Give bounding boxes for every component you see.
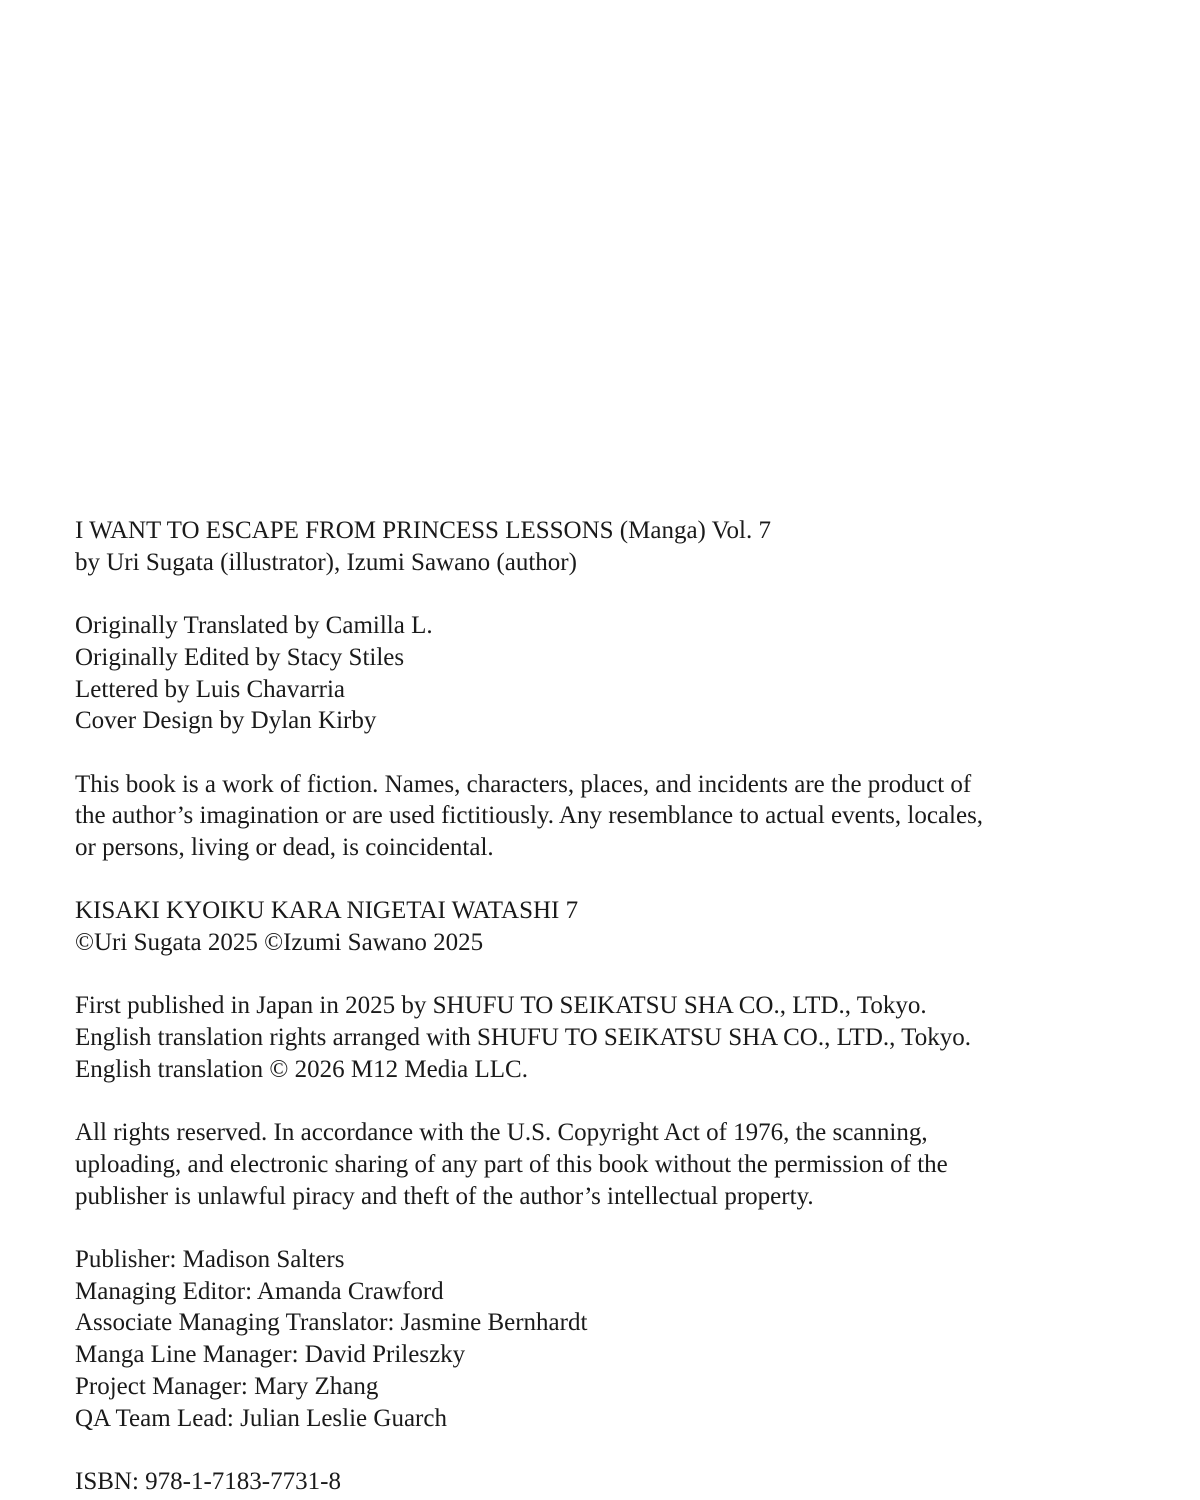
title-block [75,515,1135,578]
credits-block [75,610,1135,737]
rights-line: publisher is unlawful piracy and theft of the author’s intellectual property. [75,1182,814,1210]
isbn-block [75,1466,1135,1498]
staff-line: Publisher: Madison Salters [75,1246,345,1274]
copyright-block [75,515,1135,1498]
staff-line: Associate Managing Translator: Jasmine Bernhardt [75,1309,588,1337]
disclaimer-block [75,769,1135,864]
original-title: KISAKI KYOIKU KARA NIGETAI WATASHI 7 [75,897,579,925]
disclaimer-line: or persons, living or dead, is coincidental. [75,834,494,861]
staff-line: Manga Line Manager: David Prileszky [75,1341,466,1369]
publication-line: First published in Japan in 2025 by SHUFU TO SEIKATSU SHA CO., LTD., Tokyo. [75,992,927,1020]
credit-line: Lettered by Luis Chavarria [75,675,346,703]
original-copyright: ©Uri Sugata 2025 ©Izumi Sawano 2025 [75,929,484,957]
credit-line: Originally Translated by Camilla L. [75,612,433,640]
disclaimer-line: This book is a work of fiction. Names, characters, places, and incidents are the product of [75,770,972,798]
staff-line: Project Manager: Mary Zhang [75,1372,379,1400]
publication-block [75,990,1135,1085]
publication-line: English translation rights arranged with SHUFU TO SEIKATSU SHA CO., LTD., Tokyo. [75,1024,971,1052]
publication-line: English translation © 2026 M12 Media LLC. [75,1055,528,1083]
original-title-block [75,895,1135,958]
rights-line: All rights reserved. In accordance with the U.S. Copyright Act of 1976, the scanning, [75,1119,928,1147]
staff-line: Managing Editor: Amanda Crawford [75,1277,444,1305]
book-authors: by Uri Sugata (illustrator), Izumi Sawano (author) [75,548,577,576]
isbn: ISBN: 978-1-7183-7731-8 [75,1467,341,1495]
staff-line: QA Team Lead: Julian Leslie Guarch [75,1404,447,1432]
rights-block [75,1117,1135,1212]
rights-line: uploading, and electronic sharing of any part of this book without the permission of the [75,1150,948,1178]
staff-block [75,1244,1135,1434]
book-title: I WANT TO ESCAPE FROM PRINCESS LESSONS (Manga) Vol. 7 [75,517,771,544]
credit-line: Originally Edited by Stacy Stiles [75,643,405,671]
credit-line: Cover Design by Dylan Kirby [75,707,377,735]
disclaimer-line: the author’s imagination or are used fictitiously. Any resemblance to actual events, locales, [75,802,984,830]
